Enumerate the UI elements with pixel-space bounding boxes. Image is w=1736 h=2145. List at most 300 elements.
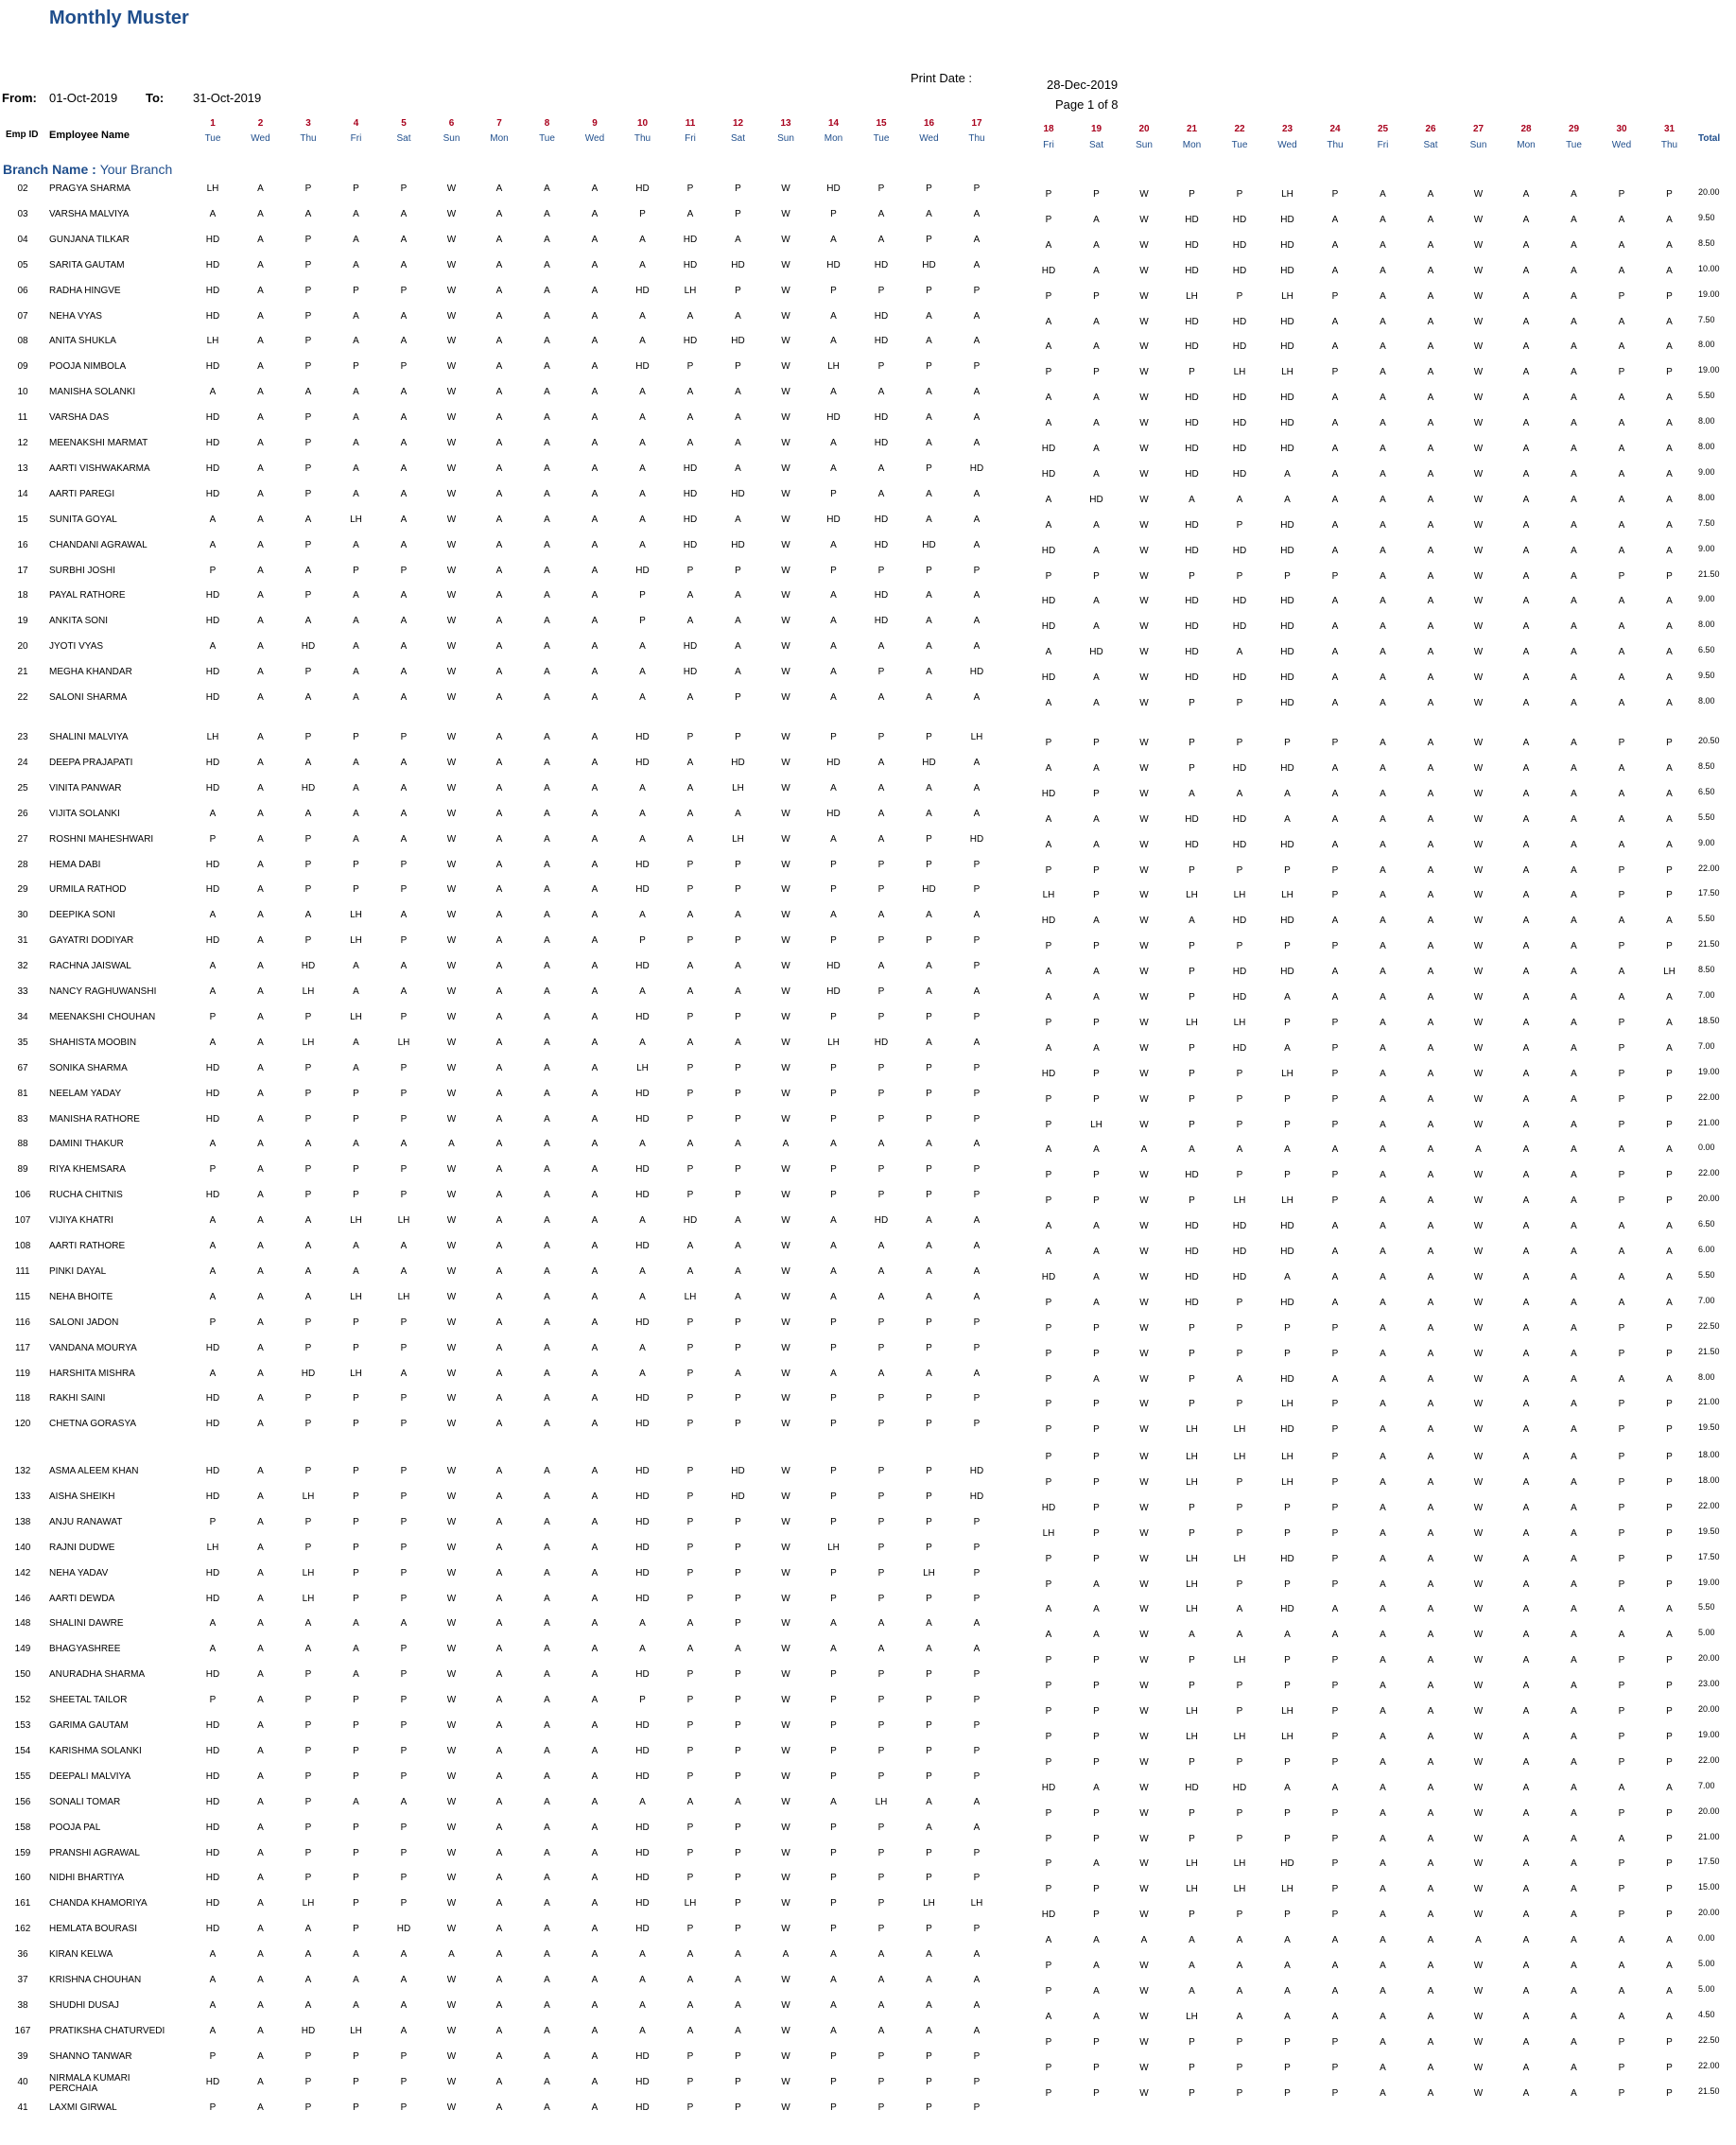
attendance-cell: A (495, 2101, 503, 2113)
attendance-cell: A (735, 1975, 741, 1985)
attendance-cell: A (353, 259, 359, 270)
attendance-cell: P (304, 361, 312, 373)
attendance-cell: A (639, 1975, 646, 1985)
attendance-cell: W (1139, 967, 1149, 978)
attendance-cell: LH (1233, 1195, 1246, 1207)
attendance-cell: P (1093, 2087, 1100, 2099)
attendance-cell: A (591, 910, 599, 921)
attendance-cell: A (1045, 1935, 1052, 1946)
emp-id: 12 (17, 438, 28, 448)
day-number: 5 (401, 118, 407, 129)
attendance-cell: P (1331, 1093, 1339, 1105)
attendance-cell: P (1618, 1119, 1625, 1130)
attendance-cell: P (1331, 1756, 1339, 1768)
attendance-cell: A (639, 1139, 646, 1150)
attendance-cell: A (353, 1796, 359, 1807)
attendance-cell: A (400, 961, 408, 972)
attendance-cell: A (735, 1139, 741, 1150)
attendance-cell: A (1522, 1630, 1530, 1641)
attendance-cell: A (304, 1241, 312, 1251)
attendance-cell: A (544, 833, 550, 845)
attendance-cell: P (304, 1466, 312, 1476)
attendance-cell: P (1189, 1322, 1195, 1334)
attendance-cell: A (1522, 316, 1530, 327)
attendance-cell: A (926, 336, 932, 347)
attendance-cell: A (926, 412, 932, 424)
attendance-cell: A (973, 590, 981, 602)
attendance-cell: P (735, 1770, 741, 1782)
attendance-cell: A (495, 1241, 503, 1251)
attendance-cell: A (877, 1618, 885, 1630)
attendance-cell: A (1571, 916, 1577, 927)
attendance-cell: P (1666, 1731, 1673, 1742)
attendance-cell: A (1380, 2062, 1386, 2073)
attendance-cell: A (1522, 1884, 1530, 1895)
attendance-cell: W (781, 1113, 790, 1125)
total-value: 20.00 (1698, 1194, 1720, 1204)
attendance-cell: P (973, 565, 981, 576)
attendance-cell: W (1139, 992, 1149, 1003)
attendance-cell: A (1380, 1042, 1386, 1054)
attendance-cell: A (544, 1618, 550, 1630)
attendance-cell: A (544, 1368, 550, 1379)
attendance-cell: P (830, 488, 837, 499)
attendance-cell: P (1045, 1476, 1052, 1488)
emp-id: 156 (14, 1796, 31, 1807)
attendance-cell: A (830, 910, 837, 921)
attendance-cell: P (304, 1720, 312, 1731)
attendance-cell: LH (302, 1567, 315, 1578)
attendance-cell: A (591, 1291, 599, 1302)
attendance-cell: P (973, 1317, 981, 1328)
attendance-cell: A (1522, 941, 1530, 952)
attendance-cell: A (926, 1241, 932, 1251)
attendance-cell: A (544, 590, 550, 602)
attendance-cell: W (446, 1695, 457, 1706)
attendance-cell: W (1139, 1297, 1149, 1308)
attendance-cell: A (686, 782, 694, 793)
attendance-cell: P (1189, 738, 1195, 748)
attendance-cell: A (1284, 1961, 1291, 1971)
attendance-cell: A (304, 208, 312, 219)
attendance-cell: P (1236, 1348, 1243, 1359)
attendance-cell: A (1380, 494, 1386, 505)
attendance-cell: LH (1090, 1119, 1102, 1130)
attendance-cell: A (926, 961, 932, 972)
attendance-cell: A (544, 1567, 550, 1578)
attendance-cell: HD (1041, 468, 1056, 480)
emp-id: 03 (17, 208, 28, 219)
attendance-cell: A (495, 1542, 503, 1553)
attendance-cell: A (1380, 392, 1386, 404)
attendance-cell: A (209, 514, 217, 525)
attendance-cell: A (1666, 545, 1673, 556)
attendance-cell: P (1331, 1195, 1339, 1207)
attendance-cell: A (257, 1542, 264, 1553)
attendance-cell: A (591, 692, 599, 703)
attendance-cell: A (1571, 1119, 1577, 1130)
attendance-cell: LH (397, 1291, 410, 1302)
attendance-cell: A (1427, 1578, 1434, 1590)
attendance-cell: A (973, 1618, 981, 1630)
attendance-cell: HD (1280, 647, 1294, 658)
attendance-cell: P (1093, 2036, 1100, 2048)
attendance-cell: A (735, 514, 741, 525)
attendance-cell: A (639, 1618, 646, 1630)
attendance-cell: W (781, 1088, 790, 1099)
attendance-cell: P (926, 1745, 932, 1756)
attendance-cell: A (686, 2025, 694, 2036)
attendance-cell: A (639, 910, 646, 921)
attendance-cell: A (1666, 1247, 1673, 1257)
attendance-cell: A (686, 310, 694, 322)
attendance-cell: HD (969, 1466, 984, 1476)
attendance-cell: A (830, 438, 837, 448)
attendance-cell: P (353, 1164, 359, 1176)
attendance-cell: A (495, 1644, 503, 1655)
attendance-cell: A (1666, 698, 1673, 708)
attendance-cell: A (1380, 189, 1386, 200)
attendance-cell: LH (1663, 967, 1675, 978)
attendance-cell: A (209, 1999, 217, 2011)
attendance-cell: P (830, 1419, 837, 1430)
attendance-cell: HD (205, 1898, 220, 1910)
attendance-cell: A (257, 667, 264, 678)
attendance-cell: HD (922, 539, 936, 550)
attendance-cell: W (1139, 839, 1149, 850)
attendance-cell: A (1618, 2011, 1625, 2022)
attendance-cell: P (926, 2101, 932, 2113)
attendance-cell: A (1427, 214, 1434, 225)
attendance-cell: P (304, 488, 312, 499)
attendance-cell: A (544, 935, 550, 947)
attendance-cell: HD (1232, 762, 1247, 774)
attendance-cell: A (1380, 647, 1386, 658)
employee-name: ASMA ALEEM KHAN (49, 1466, 139, 1476)
attendance-cell: P (1666, 1476, 1673, 1488)
attendance-cell: W (1139, 1985, 1149, 1997)
attendance-cell: A (495, 1215, 503, 1227)
emp-id: 40 (17, 2076, 28, 2087)
attendance-cell: W (446, 590, 457, 602)
attendance-cell: P (735, 1898, 741, 1910)
attendance-cell: P (1093, 1807, 1100, 1819)
attendance-cell: P (926, 1342, 932, 1353)
attendance-cell: A (495, 808, 503, 819)
attendance-cell: A (1093, 418, 1100, 429)
attendance-cell: W (781, 1873, 790, 1884)
attendance-cell: W (781, 462, 790, 474)
attendance-cell: P (973, 1190, 981, 1201)
attendance-cell: A (591, 1720, 599, 1731)
attendance-cell: W (1139, 1553, 1149, 1564)
attendance-cell: A (591, 1466, 599, 1476)
attendance-cell: W (1139, 813, 1149, 825)
attendance-cell: P (686, 1924, 694, 1935)
attendance-cell: P (926, 1419, 932, 1430)
attendance-cell: A (1427, 1985, 1434, 1997)
attendance-cell: HD (1185, 813, 1199, 825)
attendance-cell: A (1380, 1858, 1386, 1870)
attendance-cell: A (926, 692, 932, 703)
attendance-cell: HD (1232, 1221, 1247, 1232)
attendance-cell: A (544, 310, 550, 322)
attendance-cell: A (257, 1113, 264, 1125)
attendance-cell: P (1666, 1452, 1673, 1462)
day-number: 12 (732, 118, 744, 129)
day-number: 9 (592, 118, 598, 129)
attendance-cell: W (1139, 316, 1149, 327)
attendance-cell: A (1380, 1195, 1386, 1207)
attendance-cell: LH (302, 1037, 315, 1048)
attendance-cell: P (830, 1062, 837, 1073)
attendance-cell: P (1189, 189, 1195, 200)
attendance-cell: P (926, 1113, 932, 1125)
attendance-cell: A (1618, 444, 1625, 454)
attendance-cell: P (877, 1593, 885, 1604)
total-value: 17.50 (1698, 1551, 1720, 1561)
attendance-cell: P (304, 438, 312, 448)
attendance-cell: A (544, 1822, 550, 1833)
attendance-cell: P (1618, 1884, 1625, 1895)
attendance-cell: HD (969, 1491, 984, 1502)
total-value: 7.00 (1698, 990, 1715, 1000)
attendance-cell: W (1139, 1630, 1149, 1641)
attendance-cell: W (1473, 967, 1484, 978)
attendance-cell: A (1093, 1144, 1100, 1156)
attendance-cell: A (1666, 596, 1673, 607)
attendance-cell: HD (874, 514, 889, 525)
attendance-cell: A (686, 1139, 694, 1150)
attendance-cell: W (446, 1669, 457, 1681)
attendance-cell: A (544, 1949, 550, 1961)
attendance-cell: A (830, 1291, 837, 1302)
attendance-cell: W (1139, 1833, 1149, 1844)
attendance-cell: A (353, 1644, 359, 1655)
attendance-cell: A (1522, 1399, 1530, 1410)
attendance-cell: HD (205, 616, 220, 627)
attendance-cell: A (495, 2050, 503, 2062)
day-weekday: Tue (1566, 140, 1582, 150)
attendance-cell: W (446, 1342, 457, 1353)
attendance-cell: P (1045, 1681, 1052, 1692)
attendance-cell: HD (731, 757, 745, 768)
attendance-cell: W (1473, 1910, 1484, 1921)
emp-id: 160 (14, 1873, 31, 1884)
report-title: Monthly Muster (49, 8, 189, 28)
attendance-cell: A (973, 336, 981, 347)
attendance-cell: A (400, 910, 408, 921)
attendance-cell: A (544, 1062, 550, 1073)
attendance-cell: A (1522, 1935, 1530, 1946)
attendance-cell: P (1666, 1578, 1673, 1590)
attendance-cell: A (973, 1368, 981, 1379)
attendance-cell: A (1571, 316, 1577, 327)
attendance-cell: A (1571, 647, 1577, 658)
attendance-cell: A (544, 1745, 550, 1756)
attendance-cell: P (830, 1466, 837, 1476)
attendance-cell: HD (731, 1466, 745, 1476)
attendance-cell: HD (1232, 418, 1247, 429)
attendance-cell: P (1666, 1195, 1673, 1207)
attendance-cell: A (1427, 672, 1434, 684)
attendance-cell: A (1236, 1373, 1243, 1385)
attendance-cell: W (781, 1241, 790, 1251)
attendance-cell: HD (1185, 621, 1199, 633)
attendance-cell: P (1045, 738, 1052, 748)
attendance-cell: P (1618, 1731, 1625, 1742)
attendance-cell: W (1473, 392, 1484, 404)
employee-name: RAJNI DUDWE (49, 1542, 115, 1553)
employee-name: SHALINI MALVIYA (49, 732, 129, 742)
total-value: 8.00 (1698, 340, 1715, 350)
attendance-cell: W (1473, 1681, 1484, 1692)
attendance-cell: A (495, 361, 503, 373)
attendance-cell: A (495, 1139, 503, 1150)
attendance-cell: W (1139, 1655, 1149, 1666)
attendance-cell: A (353, 782, 359, 793)
attendance-cell: P (686, 1593, 694, 1604)
attendance-cell: A (735, 234, 741, 245)
attendance-cell: W (446, 2076, 457, 2087)
attendance-cell: A (1284, 813, 1291, 825)
attendance-cell: P (686, 361, 694, 373)
attendance-cell: LH (302, 1898, 315, 1910)
attendance-cell: A (1522, 570, 1530, 582)
attendance-cell: A (591, 1241, 599, 1251)
attendance-cell: LH (1281, 1884, 1293, 1895)
attendance-cell: P (304, 1770, 312, 1782)
attendance-cell: A (591, 1949, 599, 1961)
attendance-cell: W (1139, 698, 1149, 708)
attendance-cell: LH (1281, 367, 1293, 378)
attendance-cell: A (495, 782, 503, 793)
attendance-cell: A (257, 208, 264, 219)
attendance-cell: P (304, 935, 312, 947)
attendance-cell: A (1427, 1910, 1434, 1921)
attendance-cell: A (686, 692, 694, 703)
attendance-cell: A (1427, 1322, 1434, 1334)
attendance-cell: A (209, 1139, 217, 1150)
attendance-cell: P (1331, 738, 1339, 748)
attendance-cell: P (353, 884, 359, 896)
emp-id: 115 (15, 1291, 30, 1302)
attendance-cell: P (400, 859, 408, 870)
attendance-cell: HD (1232, 468, 1247, 480)
attendance-cell: A (1093, 239, 1100, 251)
total-value: 20.50 (1698, 736, 1720, 745)
employee-name: VARSHA MALVIYA (49, 208, 130, 219)
attendance-cell: P (735, 1593, 741, 1604)
attendance-cell: HD (1232, 214, 1247, 225)
emp-id: 24 (17, 757, 28, 768)
attendance-cell: W (781, 1796, 790, 1807)
attendance-cell: A (1666, 992, 1673, 1003)
attendance-cell: A (544, 1139, 550, 1150)
attendance-cell: A (1427, 239, 1434, 251)
attendance-cell: A (877, 757, 885, 768)
attendance-cell: W (781, 1291, 790, 1302)
attendance-cell: P (400, 1164, 408, 1176)
attendance-cell: A (495, 1491, 503, 1502)
attendance-cell: P (353, 1695, 359, 1706)
attendance-cell: A (495, 1669, 503, 1681)
emp-id: 25 (17, 782, 28, 793)
attendance-cell: W (446, 1393, 457, 1404)
attendance-cell: P (735, 2050, 741, 2062)
attendance-cell: A (926, 1949, 932, 1961)
attendance-cell: A (686, 1644, 694, 1655)
attendance-cell: HD (683, 667, 698, 678)
attendance-cell: HD (683, 259, 698, 270)
attendance-cell: A (1666, 519, 1673, 531)
attendance-cell: P (1331, 1655, 1339, 1666)
attendance-cell: A (1427, 762, 1434, 774)
attendance-cell: P (209, 1516, 217, 1527)
attendance-cell: A (544, 808, 550, 819)
attendance-cell: P (830, 1164, 837, 1176)
attendance-cell: A (1571, 738, 1577, 748)
emp-id: 138 (14, 1516, 31, 1527)
attendance-cell: HD (205, 1113, 220, 1125)
attendance-cell: P (209, 1164, 217, 1176)
attendance-cell: P (686, 1113, 694, 1125)
attendance-cell: P (830, 884, 837, 896)
attendance-cell: A (735, 961, 741, 972)
attendance-cell: P (304, 1542, 312, 1553)
attendance-cell: P (1045, 1424, 1052, 1436)
total-value: 21.50 (1698, 568, 1720, 579)
attendance-cell: W (1139, 189, 1149, 200)
attendance-cell: P (1331, 1527, 1339, 1539)
attendance-cell: A (926, 387, 932, 398)
attendance-cell: A (735, 1999, 741, 2011)
attendance-cell: P (353, 1317, 359, 1328)
attendance-cell: LH (206, 732, 219, 742)
attendance-cell: A (257, 1491, 264, 1502)
attendance-cell: A (1427, 1731, 1434, 1742)
attendance-cell: HD (635, 2076, 650, 2087)
total-value: 8.00 (1698, 619, 1715, 630)
attendance-cell: P (686, 1190, 694, 1201)
attendance-cell: A (257, 1924, 264, 1935)
attendance-cell: A (830, 1368, 837, 1379)
attendance-cell: P (1236, 1807, 1243, 1819)
attendance-cell: A (1284, 1630, 1291, 1641)
attendance-cell: A (1427, 941, 1434, 952)
emp-id: 154 (14, 1745, 31, 1756)
attendance-cell: A (973, 641, 981, 653)
attendance-cell: A (209, 1618, 217, 1630)
attendance-cell: HD (1232, 316, 1247, 327)
attendance-cell: P (973, 1770, 981, 1782)
attendance-cell: P (304, 1516, 312, 1527)
attendance-cell: HD (1232, 621, 1247, 633)
day-weekday: Fri (350, 133, 362, 144)
attendance-cell: P (1331, 367, 1339, 378)
attendance-cell: P (877, 183, 885, 194)
attendance-cell: A (1666, 392, 1673, 404)
attendance-cell: W (1139, 2087, 1149, 2099)
emp-id: 133 (14, 1491, 31, 1502)
attendance-cell: A (830, 310, 837, 322)
attendance-cell: HD (635, 1516, 650, 1527)
attendance-cell: A (400, 757, 408, 768)
attendance-cell: LH (1233, 1884, 1246, 1895)
attendance-cell: W (1473, 596, 1484, 607)
attendance-cell: A (639, 462, 646, 474)
attendance-cell: HD (1041, 672, 1056, 684)
